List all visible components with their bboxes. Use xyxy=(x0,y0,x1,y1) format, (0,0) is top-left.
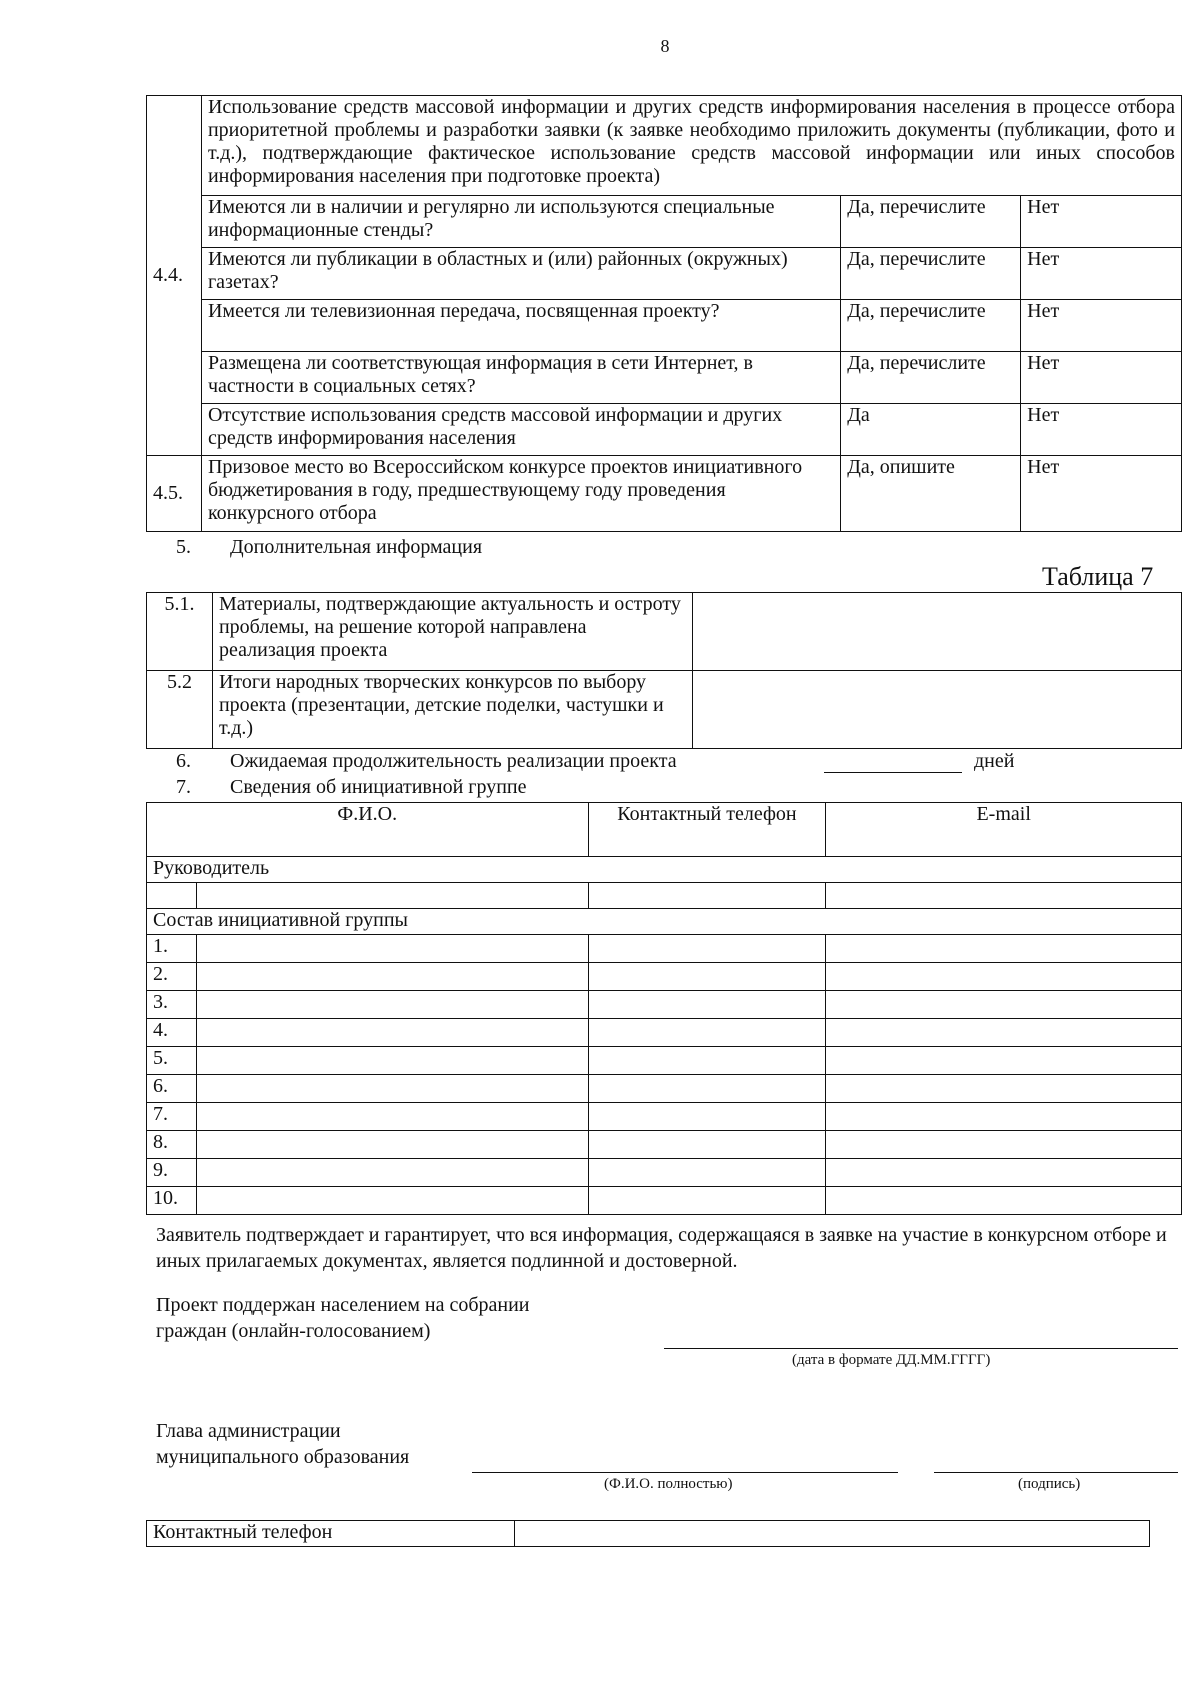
member-number: 8. xyxy=(147,1131,197,1159)
cell-phone[interactable] xyxy=(588,1019,826,1047)
section7-number: 7. xyxy=(176,776,191,798)
section5-title: Дополнительная информация xyxy=(230,536,483,558)
cell-phone[interactable] xyxy=(588,883,826,909)
cell-phone[interactable] xyxy=(588,935,826,963)
answer-no: Нет xyxy=(1021,248,1182,300)
support-date-hint: (дата в формате ДД.ММ.ГГГГ) xyxy=(792,1352,991,1368)
member-number: 6. xyxy=(147,1075,197,1103)
row-5-1-text: Материалы, подтверждающие актуальность и остроту проблемы, на решение которой направлена реализация проекта xyxy=(212,593,692,671)
row-4-4-number: 4.4. xyxy=(147,96,202,456)
answer-no: Нет xyxy=(1021,196,1182,248)
member-number: 10. xyxy=(147,1187,197,1215)
duration-unit: дней xyxy=(974,750,1015,772)
duration-blank[interactable] xyxy=(824,752,962,773)
member-number: 4. xyxy=(147,1019,197,1047)
answer-yes: Да, перечислите xyxy=(841,248,1021,300)
cell-fio[interactable] xyxy=(196,1047,588,1075)
head-name-hint: (Ф.И.О. полностью) xyxy=(604,1476,733,1492)
section4-table xyxy=(146,95,1182,532)
section6-number: 6. xyxy=(176,750,191,772)
cell-fio[interactable] xyxy=(196,1187,588,1215)
header-email: E-mail xyxy=(826,803,1182,857)
cell-phone[interactable] xyxy=(588,1075,826,1103)
section5-number: 5. xyxy=(176,536,191,558)
row-5-1-value[interactable] xyxy=(692,593,1181,671)
cell-email[interactable] xyxy=(826,935,1182,963)
head-signature-hint: (подпись) xyxy=(1018,1476,1081,1492)
declaration-text: Заявитель подтверждает и гарантирует, что вся информация, содержащаяся в заявке на участие в конкурсном отборе и иных прилагаемых документах, является подлинной и достоверной. xyxy=(156,1224,1167,1272)
answer-no: Нет xyxy=(1021,456,1182,532)
head-signature-line[interactable] xyxy=(934,1452,1178,1473)
member-number: 7. xyxy=(147,1103,197,1131)
row-5-2-text: Итоги народных творческих конкурсов по выбору проекта (презентации, детские поделки, частушки и т.д.) xyxy=(212,671,692,749)
table-row xyxy=(147,1019,1182,1047)
header-phone: Контактный телефон xyxy=(588,803,826,857)
table-row xyxy=(147,1187,1182,1215)
initiative-group-table xyxy=(146,802,1182,1215)
contact-phone-table xyxy=(146,1520,1150,1547)
cell-email[interactable] xyxy=(826,1047,1182,1075)
section5-table xyxy=(146,592,1182,749)
media-question: Имеется ли телевизионная передача, посвященная проекту? xyxy=(201,300,840,352)
table-7-label: Таблица 7 xyxy=(1042,562,1154,591)
cell-fio[interactable] xyxy=(196,1075,588,1103)
cell-email[interactable] xyxy=(826,1187,1182,1215)
cell-fio[interactable] xyxy=(196,935,588,963)
cell-fio[interactable] xyxy=(196,1103,588,1131)
table-row xyxy=(147,1103,1182,1131)
answer-yes: Да xyxy=(841,404,1021,456)
cell-email[interactable] xyxy=(826,1159,1182,1187)
media-question: Отсутствие использования средств массовой информации и других средств информирования населения xyxy=(201,404,840,456)
cell-fio[interactable] xyxy=(196,1159,588,1187)
row-4-5-text: Призовое место во Всероссийском конкурсе проектов инициативного бюджетирования в году, предшествующему году проведения конкурсного отбора xyxy=(201,456,840,532)
member-number: 3. xyxy=(147,991,197,1019)
media-question: Имеются ли публикации в областных и (или) районных (окружных) газетах? xyxy=(201,248,840,300)
member-number: 9. xyxy=(147,1159,197,1187)
group-label: Состав инициативной группы xyxy=(147,909,1182,935)
table-row xyxy=(147,1047,1182,1075)
cell-phone[interactable] xyxy=(588,963,826,991)
cell-email[interactable] xyxy=(826,991,1182,1019)
answer-yes: Да, перечислите xyxy=(841,300,1021,352)
cell-phone[interactable] xyxy=(588,1103,826,1131)
cell-fio[interactable] xyxy=(196,991,588,1019)
cell-phone[interactable] xyxy=(588,1047,826,1075)
support-date-line[interactable] xyxy=(664,1328,1178,1349)
answer-no: Нет xyxy=(1021,404,1182,456)
cell-fio[interactable] xyxy=(196,1019,588,1047)
member-number: 5. xyxy=(147,1047,197,1075)
cell-phone[interactable] xyxy=(588,991,826,1019)
section7-title: Сведения об инициативной группе xyxy=(230,776,527,798)
contact-phone-label: Контактный телефон xyxy=(147,1521,515,1547)
cell-fio[interactable] xyxy=(196,963,588,991)
head-line-2: муниципального образования xyxy=(156,1446,410,1468)
cell-email[interactable] xyxy=(826,883,1182,909)
cell-email[interactable] xyxy=(826,963,1182,991)
table-row xyxy=(147,1159,1182,1187)
row-5-2-value[interactable] xyxy=(692,671,1181,749)
cell-email[interactable] xyxy=(826,1103,1182,1131)
answer-yes: Да, перечислите xyxy=(841,352,1021,404)
row-4-5-number: 4.5. xyxy=(147,456,202,532)
cell-email[interactable] xyxy=(826,1075,1182,1103)
row-4-4-title: Использование средств массовой информации и других средств информирования населения в процессе отбора приоритетной проблемы и разработки заявки (к заявке необходимо приложить документы (публикации, фото и т.д.), подтверждающие фактическое использование средств массовой информации или иных способов информирования населения при подготовке проекта) xyxy=(201,96,1181,196)
support-line-2: граждан (онлайн-голосованием) xyxy=(156,1320,431,1342)
answer-yes: Да, опишите xyxy=(841,456,1021,532)
media-question: Имеются ли в наличии и регулярно ли используются специальные информационные стенды? xyxy=(201,196,840,248)
head-name-line[interactable] xyxy=(472,1452,898,1473)
table-row xyxy=(147,991,1182,1019)
member-number: 1. xyxy=(147,935,197,963)
table-row xyxy=(147,1075,1182,1103)
cell-phone[interactable] xyxy=(588,1131,826,1159)
header-fio: Ф.И.О. xyxy=(147,803,589,857)
cell-phone[interactable] xyxy=(588,1159,826,1187)
answer-no: Нет xyxy=(1021,300,1182,352)
support-line-1: Проект поддержан населением на собрании xyxy=(156,1294,530,1316)
cell-email[interactable] xyxy=(826,1019,1182,1047)
leader-label: Руководитель xyxy=(147,857,1182,883)
row-5-1-number: 5.1. xyxy=(147,593,213,671)
cell-phone[interactable] xyxy=(588,1187,826,1215)
cell-num xyxy=(147,883,197,909)
member-number: 2. xyxy=(147,963,197,991)
page-number: 8 xyxy=(660,36,670,56)
media-question: Размещена ли соответствующая информация в сети Интернет, в частности в социальных сетях? xyxy=(201,352,840,404)
cell-email[interactable] xyxy=(826,1131,1182,1159)
cell-fio[interactable] xyxy=(196,1131,588,1159)
answer-no: Нет xyxy=(1021,352,1182,404)
leader-row xyxy=(147,883,1182,909)
table-row xyxy=(147,935,1182,963)
table-row xyxy=(147,1131,1182,1159)
contact-phone-value[interactable] xyxy=(514,1521,1149,1547)
row-5-2-number: 5.2 xyxy=(147,671,213,749)
table-row xyxy=(147,963,1182,991)
cell-fio[interactable] xyxy=(196,883,588,909)
section6-title: Ожидаемая продолжительность реализации проекта xyxy=(230,750,677,772)
answer-yes: Да, перечислите xyxy=(841,196,1021,248)
head-line-1: Глава администрации xyxy=(156,1420,341,1442)
